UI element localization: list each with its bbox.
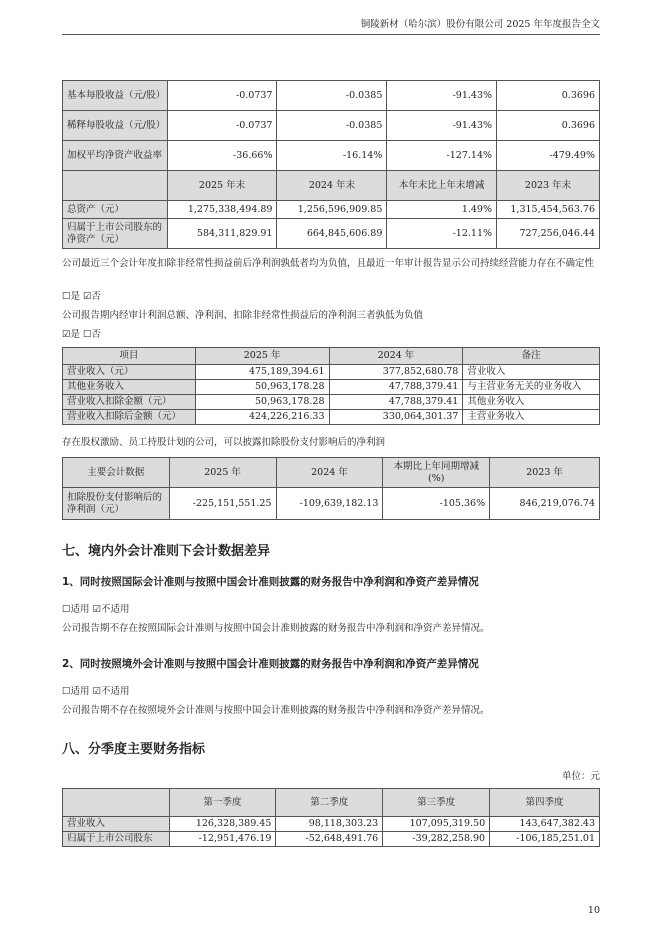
- table-row: [63, 410, 600, 425]
- cell: 0.3696: [497, 111, 600, 141]
- cell: -225,151,551.25: [169, 488, 276, 520]
- cell: -91.43%: [387, 111, 497, 141]
- cell: 143,647,382.43: [490, 817, 600, 832]
- header-cell: 主要会计数据: [63, 458, 170, 488]
- cell: 与主营业务无关的业务收入: [463, 380, 600, 395]
- header-cell: [63, 789, 170, 817]
- header-cell: 项目: [63, 348, 196, 365]
- cell: 424,226,216.33: [195, 410, 329, 425]
- row-label: 营业收入: [63, 817, 170, 832]
- cell: 475,189,394.61: [195, 365, 329, 380]
- cell: 营业收入: [463, 365, 600, 380]
- header-cell: 第二季度: [276, 789, 383, 817]
- cell: 0.3696: [497, 81, 600, 111]
- cell: 1,315,454,563.76: [497, 201, 600, 219]
- cell: 377,852,680.78: [329, 365, 463, 380]
- section-7-sub1: 1、同时按照国际会计准则与按照中国会计准则披露的财务报告中净利润和净资产差异情况: [62, 576, 479, 588]
- cell: 98,118,303.23: [276, 817, 383, 832]
- row-label: 其他业务收入: [63, 380, 196, 395]
- key-indicators-table: [62, 80, 600, 249]
- paragraph-going-concern: 公司最近三个会计年度扣除非经常性损益前后净利润孰低者均为负值，且最近一年审计报告显示公司持续经营能力存在不确定性: [62, 258, 595, 269]
- table-subheader: [63, 171, 600, 201]
- table-row: [63, 201, 600, 219]
- cell: -0.0737: [167, 111, 277, 141]
- cell: -12.11%: [387, 219, 497, 249]
- page-number: 10: [587, 905, 600, 916]
- cell: 47,788,379.41: [329, 395, 463, 410]
- header-title: 铜陵新材（哈尔滨）股份有限公司 2025 年年度报告全文: [360, 19, 600, 30]
- row-label: 营业收入（元）: [63, 365, 196, 380]
- table-row: [63, 817, 600, 832]
- cell: -106,185,251.01: [490, 832, 600, 847]
- table-header: [63, 789, 600, 817]
- cell: -127.14%: [387, 141, 497, 171]
- header-cell: 第一季度: [169, 789, 276, 817]
- table-row: [63, 395, 600, 410]
- header-cell: 第四季度: [490, 789, 600, 817]
- checkbox-line-1: ☐是 ☑否: [62, 291, 102, 302]
- header-cell: 2024 年末: [277, 171, 387, 201]
- table-row: [63, 219, 600, 249]
- cell: -0.0737: [167, 81, 277, 111]
- section-7-sub2: 2、同时按照境外会计准则与按照中国会计准则披露的财务报告中净利润和净资产差异情况: [62, 658, 479, 670]
- quarterly-table: [62, 788, 600, 847]
- row-label: 扣除股份支付影响后的净利润（元）: [63, 488, 170, 520]
- table-row: [63, 488, 600, 520]
- page-header: [62, 16, 600, 35]
- cell: -52,648,491.76: [276, 832, 383, 847]
- cell: 330,064,301.37: [329, 410, 463, 425]
- cell: -479.49%: [497, 141, 600, 171]
- header-cell: 第三季度: [383, 789, 490, 817]
- table-header: [63, 458, 600, 488]
- cell: -16.14%: [277, 141, 387, 171]
- section-7-text1: 公司报告期不存在按照国际会计准则与按照中国会计准则披露的财务报告中净利润和净资产差异情况。: [62, 623, 490, 634]
- cell: 1.49%: [387, 201, 497, 219]
- cell: 727,256,046.44: [497, 219, 600, 249]
- cell: 47,788,379.41: [329, 380, 463, 395]
- unit-label: 单位：元: [561, 771, 600, 782]
- header-cell: 备注: [463, 348, 600, 365]
- section-8-title: 八、分季度主要财务指标: [62, 742, 206, 757]
- header-cell: 2024 年: [329, 348, 463, 365]
- cell: 584,311,829.91: [167, 219, 277, 249]
- row-label: 归属于上市公司股东的净资产（元）: [63, 219, 168, 249]
- cell: 1,256,596,909.85: [277, 201, 387, 219]
- cell: -105.36%: [383, 488, 490, 520]
- section-7-check2: ☐适用 ☑不适用: [62, 686, 130, 697]
- cell: 1,275,338,494.89: [167, 201, 277, 219]
- header-cell: 2024 年: [276, 458, 383, 488]
- cell: 主营业务收入: [463, 410, 600, 425]
- cell: -109,639,182.13: [276, 488, 383, 520]
- cell: -39,282,258.90: [383, 832, 490, 847]
- section-7-title: 七、境内外会计准则下会计数据差异: [62, 544, 271, 559]
- section-7-text2: 公司报告期不存在按照境外会计准则与按照中国会计准则披露的财务报告中净利润和净资产差异情况。: [62, 705, 490, 716]
- row-label: 基本每股收益（元/股）: [63, 81, 168, 111]
- checkbox-line-2: ☑是 ☐否: [62, 329, 102, 340]
- section-7-check1: ☐适用 ☑不适用: [62, 604, 130, 615]
- cell: 126,328,389.45: [169, 817, 276, 832]
- header-cell: 2023 年: [490, 458, 600, 488]
- cell: -0.0385: [277, 111, 387, 141]
- header-cell: 2025 年: [169, 458, 276, 488]
- table-row: [63, 832, 600, 847]
- cell: 其他业务收入: [463, 395, 600, 410]
- paragraph-net-profit: 公司报告期内经审计利润总额、净利润、扣除非经常性损益后的净利润三者孰低为负值: [62, 310, 424, 321]
- table-row: [63, 111, 600, 141]
- cell: 107,095,319.50: [383, 817, 490, 832]
- table-row: [63, 380, 600, 395]
- table-header: [63, 348, 600, 365]
- table-row: [63, 141, 600, 171]
- revenue-deduction-table: [62, 347, 600, 425]
- cell: 846,219,076.74: [490, 488, 600, 520]
- cell: 50,963,178.28: [195, 380, 329, 395]
- header-cell: 2025 年: [195, 348, 329, 365]
- header-cell: [63, 171, 168, 201]
- share-payment-table: [62, 457, 600, 520]
- row-label: 稀释每股收益（元/股）: [63, 111, 168, 141]
- row-label: 营业收入扣除金额（元）: [63, 395, 196, 410]
- row-label: 归属于上市公司股东: [63, 832, 170, 847]
- header-cell: 本期比上年同期增减(%): [383, 458, 490, 488]
- paragraph-share-payment: 存在股权激励、员工持股计划的公司，可以披露扣除股份支付影响后的净利润: [62, 437, 386, 448]
- cell: 664,845,606.89: [277, 219, 387, 249]
- row-label: 总资产（元）: [63, 201, 168, 219]
- row-label: 营业收入扣除后金额（元）: [63, 410, 196, 425]
- cell: -0.0385: [277, 81, 387, 111]
- header-cell: 本年末比上年末增减: [387, 171, 497, 201]
- row-label: 加权平均净资产收益率: [63, 141, 168, 171]
- cell: -12,951,476.19: [169, 832, 276, 847]
- cell: -91.43%: [387, 81, 497, 111]
- cell: -36.66%: [167, 141, 277, 171]
- table-row: [63, 365, 600, 380]
- table-row: [63, 81, 600, 111]
- cell: 50,963,178.28: [195, 395, 329, 410]
- header-cell: 2023 年末: [497, 171, 600, 201]
- header-cell: 2025 年末: [167, 171, 277, 201]
